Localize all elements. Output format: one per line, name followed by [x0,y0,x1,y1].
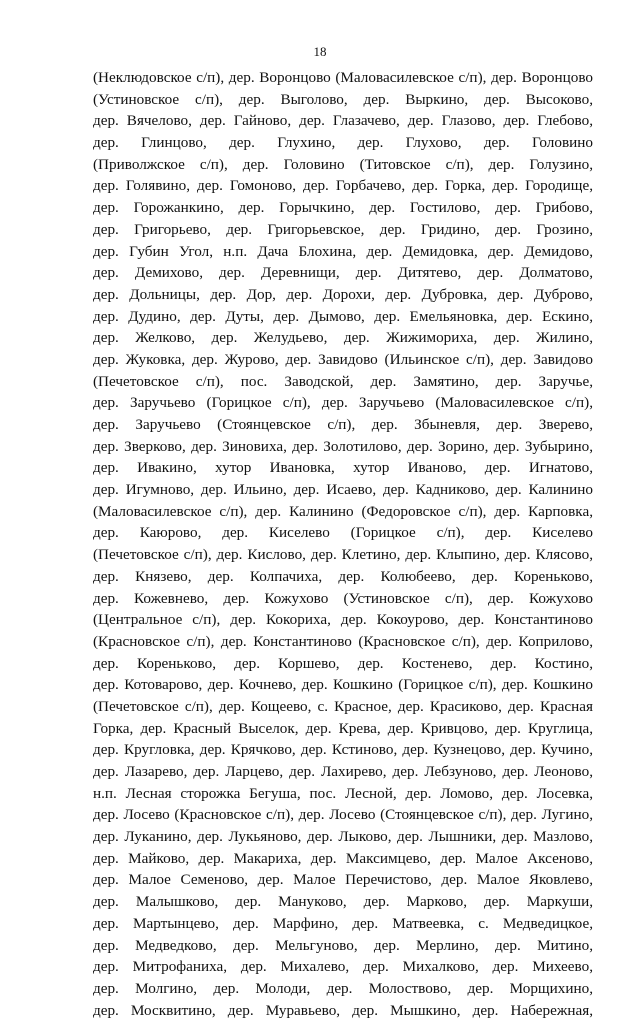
text-line: дер. Зверково, дер. Зиновиха, дер. Золотилово, дер. Зорино, дер. Зубырино, [93,437,593,455]
text-line: дер. Голявино, дер. Гомоново, дер. Горбачево, дер. Горка, дер. Городище, [93,177,593,195]
text-line: дер. Москвитино, дер. Муравьево, дер. Мышкино, дер. Набережная, [93,1001,593,1019]
text-line: дер. Митрофаниха, дер. Михалево, дер. Михалково, дер. Михеево, [93,958,593,976]
text-line: дер. Желково, дер. Желудьево, дер. Жижимориха, дер. Жилино, [93,329,593,347]
text-line: дер. Лосево (Красновское с/п), дер. Лосево (Стоянцевское с/п), дер. Лугино, [93,806,593,824]
text-line: дер. Лазарево, дер. Ларцево, дер. Лахирево, дер. Лебзуново, дер. Леоново, [93,763,593,780]
text-line: (Маловасилевское с/п), дер. Калинино (Федоровское с/п), дер. Карповка, [93,502,593,520]
text-line: дер. Майково, дер. Макариха, дер. Максимцево, дер. Малое Аксеново, [93,849,593,867]
text-line: дер. Ивакино, хутор Ивановка, хутор Иваново, дер. Игнатово, [93,459,593,477]
text-line: (Центральное с/п), дер. Кокориха, дер. Кокоурово, дер. Константиново [93,611,593,629]
text-line: дер. Игумново, дер. Ильино, дер. Исаево, дер. Кадниково, дер. Калинино [93,481,593,499]
text-line: (Печетовское с/п), дер. Кощеево, с. Красное, дер. Красиково, дер. Красная [93,697,593,715]
text-line: дер. Кругловка, дер. Крячково, дер. Кстиново, дер. Кузнецово, дер. Кучино, [93,741,593,759]
text-line: дер. Дудино, дер. Дуты, дер. Дымово, дер. Емельяновка, дер. Ескино, [93,307,593,325]
text-line: дер. Кореньково, дер. Коршево, дер. Костенево, дер. Костино, [93,654,593,672]
text-line: дер. Малое Семеново, дер. Малое Перечистово, дер. Малое Яковлево, [93,871,593,889]
page-number: 18 [313,44,327,59]
text-line: (Приволжское с/п), дер. Головино (Титовское с/п), дер. Голузино, [93,155,593,173]
text-line: дер. Заручьево (Стоянцевское с/п), дер. Збыневля, дер. Зверево, [93,416,593,433]
text-line: дер. Заручьево (Горицкое с/п), дер. Заручьево (Маловасилевское с/п), [93,394,593,412]
text-line: дер. Мартынцево, дер. Марфино, дер. Матвеевка, с. Медведицкое, [93,914,593,932]
text-line: дер. Жуковка, дер. Журово, дер. Завидово (Ильинское с/п), дер. Завидово [93,350,593,368]
text-line: дер. Кожевнево, дер. Кожухово (Устиновское с/п), дер. Кожухово [93,589,593,607]
text-line: дер. Молгино, дер. Молоди, дер. Молоствово, дер. Морщихино, [93,979,593,997]
text-line: н.п. Лесная сторожка Бегуша, пос. Лесной, дер. Ломово, дер. Лосевка, [93,784,593,802]
text-line: дер. Вячелово, дер. Гайново, дер. Глазачево, дер. Глазово, дер. Глебово, [93,112,593,130]
text-line: (Печетовское с/п), пос. Заводской, дер. Замятино, дер. Заручье, [93,372,593,390]
text-line: (Неклюдовское с/п), дер. Воронцово (Маловасилевское с/п), дер. Воронцово [93,69,593,86]
text-line: (Красновское с/п), дер. Константиново (Красновское с/п), дер. Коприлово, [93,632,593,650]
text-line: дер. Григорьево, дер. Григорьевское, дер. Гридино, дер. Грозино, [93,220,593,238]
text-line: (Печетовское с/п), дер. Кислово, дер. Клетино, дер. Клыпино, дер. Клясово, [93,546,593,564]
text-line: дер. Губин Угол, н.п. Дача Блохина, дер. Демидовка, дер. Демидово, [93,242,593,260]
text-line: (Устиновское с/п), дер. Выголово, дер. Выркино, дер. Высоково, [93,90,593,108]
text-line: дер. Каюрово, дер. Киселево (Горицкое с/п), дер. Киселево [93,524,593,542]
text-line: дер. Князево, дер. Колпачиха, дер. Колюбеево, дер. Кореньково, [93,567,593,585]
text-line: дер. Демихово, дер. Деревнищи, дер. Дитятево, дер. Долматово, [93,264,593,282]
text-line: дер. Луканино, дер. Лукьяново, дер. Лыково, дер. Лышники, дер. Мазлово, [93,828,593,846]
text-line: дер. Горожанкино, дер. Горычкино, дер. Гостилово, дер. Грибово, [93,199,593,217]
text-line: дер. Дольницы, дер. Дор, дер. Дорохи, дер. Дубровка, дер. Дуброво, [93,285,593,303]
text-line: дер. Малышково, дер. Мануково, дер. Марково, дер. Маркуши, [93,893,593,911]
document-body [93,67,593,1021]
text-line: Горка, дер. Красный Выселок, дер. Крева, дер. Кривцово, дер. Круглица, [93,719,593,737]
text-line: дер. Котоварово, дер. Кочнево, дер. Кошкино (Горицкое с/п), дер. Кошкино [93,676,593,694]
text-line: дер. Медведково, дер. Мельгуново, дер. Мерлино, дер. Митино, [93,936,593,954]
text-line: дер. Глинцово, дер. Глухино, дер. Глухово, дер. Головино [93,134,593,152]
